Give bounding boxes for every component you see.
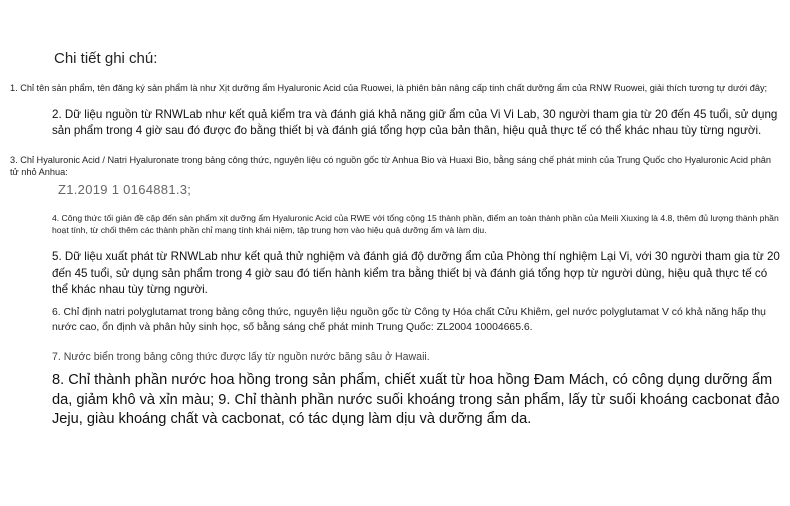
note-1: 1. Chỉ tên sản phẩm, tên đăng ký sản phẩm là như Xịt dưỡng ẩm Hyaluronic Acid của Ruowei, là phiên bản nâng cấp tinh chất dưỡng ẩm của RNW Ruowei, giải thích tương tự dưới đây; <box>10 83 768 93</box>
note-8-9: 8. Chỉ thành phần nước hoa hồng trong sản phẩm, chiết xuất từ hoa hồng Đam Mách, có công dụng dưỡng ẩm da, giảm khô và xỉn màu; 9. Chỉ thành phần nước suối khoáng trong sản phẩm, lấy từ suối khoáng cacbonat đảo Jeju, giàu khoáng chất và cacbonat, có tác dụng làm dịu và dưỡng ẩm da. <box>52 372 780 427</box>
note-4: 4. Công thức tối giản đề cập đến sản phẩm xịt dưỡng ẩm Hyaluronic Acid của RWE với tổng cộng 15 thành phần, điểm an toàn thành phần của Meili Xiuxing là 4.8, thêm đủ lượng thành phần hoạt tính, từ chối thêm các thành phần chỉ mang tính khái niệm, tập trung hơn vào hiệu quả dưỡng ẩm và làm dịu. <box>52 213 779 235</box>
page-title: Chi tiết ghi chú: <box>54 50 158 67</box>
note-3-patent-number: Z1.2019 1 0164881.3; <box>58 182 192 197</box>
note-6: 6. Chỉ định natri polyglutamat trong bảng công thức, nguyên liệu nguồn gốc từ Công ty Hóa chất Cửu Khiêm, gel nước polyglutamat V có khả năng hấp thụ nước cao, ổn định và phân hủy sinh học, số bằng sáng chế phát minh Trung Quốc: ZL2004 10004665.6. <box>52 307 766 333</box>
note-5: 5. Dữ liệu xuất phát từ RNWLab như kết quả thử nghiệm và đánh giá độ dưỡng ẩm của Phòng thí nghiệm Lại Vi, với 30 người tham gia từ 20 đến 45 tuổi, sử dụng sản phẩm trong 4 giờ sau đó tiến hành kiểm tra bằng thiết bị và đánh giá tổng hợp từ người dùng, hiệu quả thực tế có thể khác nhau tùy từng người. <box>52 250 780 296</box>
note-3: 3. Chỉ Hyaluronic Acid / Natri Hyaluronate trong bảng công thức, nguyên liệu có nguồn gốc từ Anhua Bio và Huaxi Bio, bằng sáng chế phát minh của Trung Quốc cho Hyaluronic Acid phân tử nhỏ Anhua: <box>10 155 772 177</box>
note-7: 7. Nước biển trong bảng công thức được lấy từ nguồn nước băng sâu ở Hawaii. <box>52 351 430 363</box>
note-2: 2. Dữ liệu nguồn từ RNWLab như kết quả kiểm tra và đánh giá khả năng giữ ẩm của Vi Vi Lab, 30 người tham gia từ 20 đến 45 tuổi, sử dụng sản phẩm trong 4 giờ sau đó được đo bằng thiết bị và đánh giá tổng hợp của bản thân, hiệu quả thực tế có thể khác nhau tùy từng người. <box>52 108 778 137</box>
